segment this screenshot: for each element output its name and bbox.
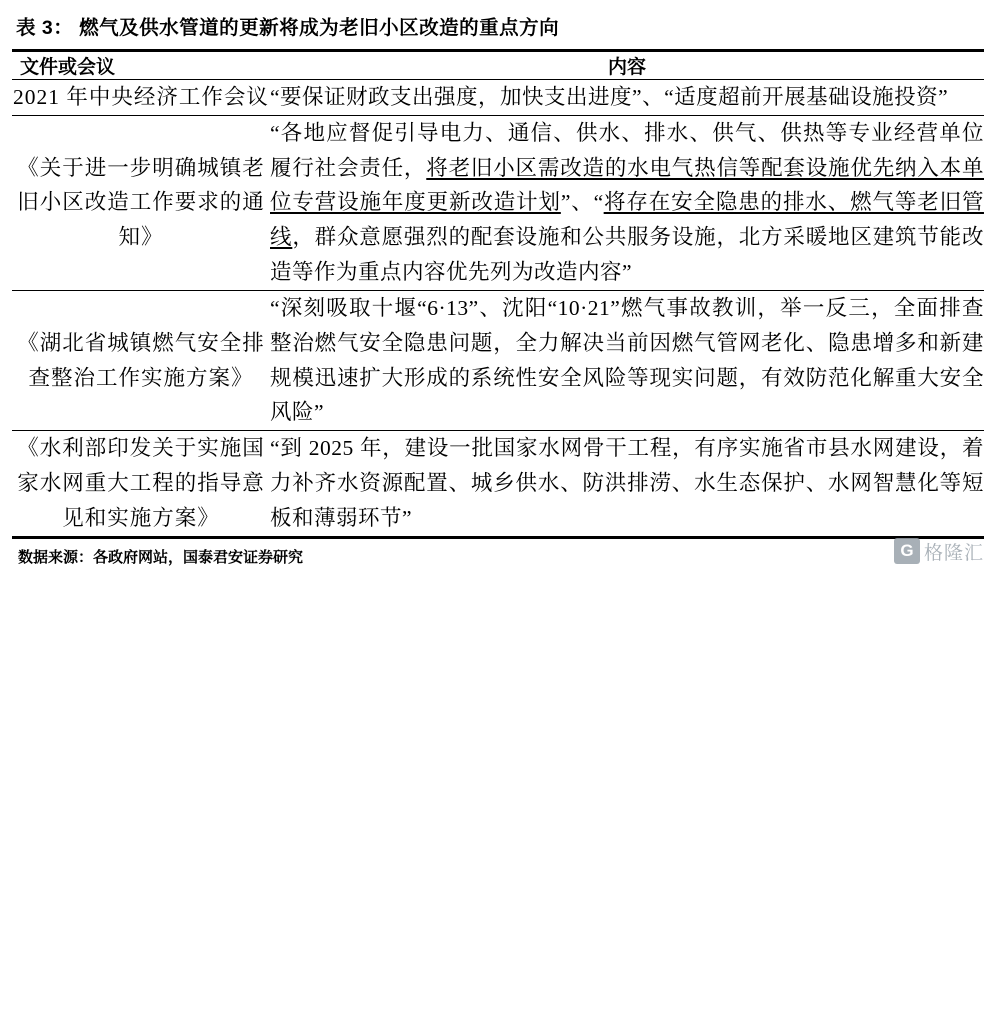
table-body bbox=[12, 80, 984, 536]
plain-text: “要保证财政支出强度，加快支出进度”、“适度超前开展基础设施投资” bbox=[270, 85, 949, 109]
table-footer bbox=[12, 536, 984, 567]
column-header-content: 内容 bbox=[270, 51, 984, 80]
watermark-logo-icon: G bbox=[894, 538, 920, 564]
plain-text: “深刻吸取十堰“6·13”、沈阳“10·21”燃气事故教训，举一反三，全面排查整治燃气安全隐患问题，全力解决当前因燃气管网老化、隐患增多和新建规模迅速扩大形成的系统性安全风险等现实问题，有效防范化解重大安全风险” bbox=[270, 295, 984, 425]
policy-table bbox=[12, 49, 984, 536]
cell-document: 《关于进一步明确城镇老旧小区改造工作要求的通知》 bbox=[12, 115, 270, 290]
emphasized-text: 将老旧小区需改造的水电气热信等配套设施优先纳入本单位专营设施年度更新改造计划 bbox=[270, 155, 984, 215]
table-title: 表 3： 燃气及供水管道的更新将成为老旧小区改造的重点方向 bbox=[16, 17, 560, 39]
cell-content bbox=[270, 431, 984, 536]
cell-document: 《水利部印发关于实施国家水网重大工程的指导意见和实施方案》 bbox=[12, 431, 270, 536]
cell-document: 2021 年中央经济工作会议 bbox=[12, 80, 270, 116]
table-header-row bbox=[12, 51, 984, 80]
cell-document: 《湖北省城镇燃气安全排查整治工作实施方案》 bbox=[12, 290, 270, 430]
table-row bbox=[12, 431, 984, 536]
plain-text: ，群众意愿强烈的配套设施和公共服务设施，北方采暖地区建筑节能改造等作为重点内容优先列为改造内容” bbox=[270, 225, 984, 285]
column-header-document: 文件或会议 bbox=[12, 51, 270, 80]
emphasized-text: 将存在安全隐患的排水、燃气等老旧管线 bbox=[270, 190, 984, 250]
watermark bbox=[894, 538, 984, 565]
table-row bbox=[12, 115, 984, 290]
table-row bbox=[12, 80, 984, 116]
watermark-text: 格隆汇 bbox=[923, 542, 984, 564]
cell-content bbox=[270, 115, 984, 290]
table-row bbox=[12, 290, 984, 430]
source-note: 数据来源：各政府网站，国泰君安证券研究 bbox=[18, 548, 304, 566]
plain-text: “各地应督促引导电力、通信、供水、排水、供气、供热等专业经营单位履行社会责任， bbox=[270, 120, 984, 180]
plain-text: “到 2025 年，建设一批国家水网骨干工程，有序实施省市县水网建设，着力补齐水资源配置、城乡供水、防洪排涝、水生态保护、水网智慧化等短板和薄弱环节” bbox=[270, 436, 984, 530]
cell-content bbox=[270, 290, 984, 430]
plain-text: ”、“ bbox=[560, 190, 604, 215]
cell-content bbox=[270, 80, 984, 116]
